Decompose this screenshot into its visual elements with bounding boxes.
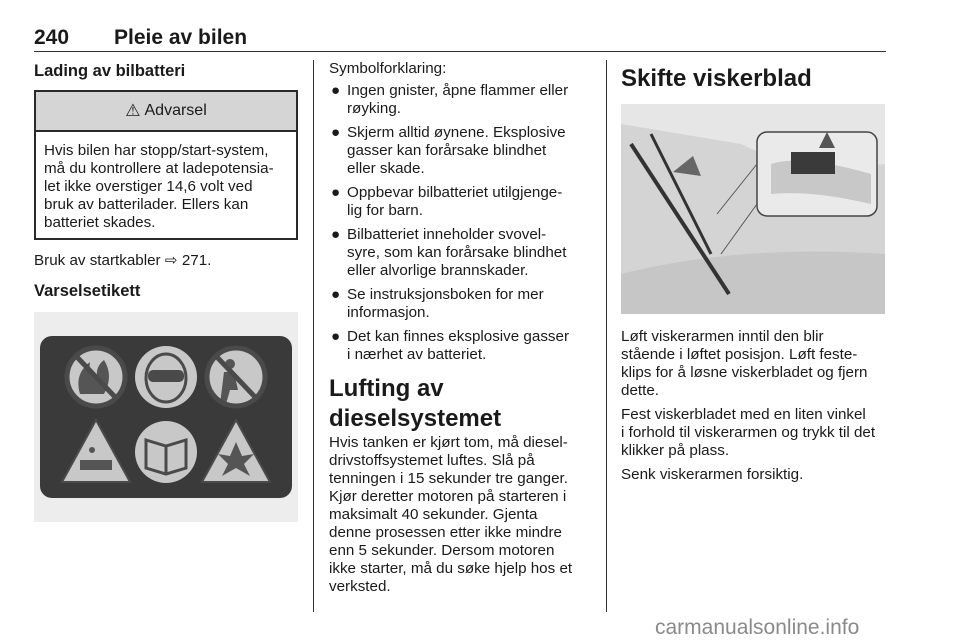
list-item: ● Bilbatteriet inneholder svovel- syre, som kan forårsake blindhet eller alvorlige brannskader. [331,226,567,279]
section-heading-label: Varselsetikett [34,282,141,300]
wiper-blade-image [621,104,885,314]
warning-line: let ikke overstiger 14,6 volt ved [44,178,253,195]
bullet-icon: ● [331,286,341,303]
wiper-paragraph-1: Løft viskerarmen inntil den blir stående i løftet posisjon. Løft feste- klips for å løsne viskerbladet og fjern dette. [621,328,868,399]
column-symbols-diesel [329,60,593,596]
warning-box [34,90,298,240]
section-heading-battery: Lading av bilbatteri [34,62,186,80]
symbol-list [329,82,593,364]
section-heading-diesel: Lufting av dieselsystemet [329,375,502,432]
column-divider-left [313,60,314,612]
list-item: ● Skjerm alltid øynene. Eksplosive gasser kan forårsake blindhet eller skade. [331,124,566,177]
bullet-icon: ● [331,328,341,345]
warning-text [36,132,296,238]
column-divider-right [606,60,607,612]
warning-line: bruk av batterilader. Ellers kan [44,196,249,213]
list-item: ● Oppbevar bilbatteriet utilgjenge- lig for barn. [331,184,563,219]
bullet-icon: ● [331,82,341,99]
page-title: Pleie av bilen [114,26,248,49]
list-item: ● Det kan finnes eksplosive gasser i nærhet av batteriet. [331,328,570,363]
column-wiper-blade [621,60,887,484]
no-flames-icon [65,346,127,408]
warning-line: Hvis bilen har stopp/start-system, [44,142,269,159]
startcable-reference: Bruk av startkabler ⇨ 271. [34,252,212,269]
wiper-paragraph-2: Fest viskerbladet med en liten vinkel i forhold til viskerarmen og trykk til det klikker på plass. [621,406,876,459]
bullet-icon: ● [331,226,341,243]
diesel-paragraph: Hvis tanken er kjørt tom, må diesel- drivstoffsystemet luftes. Slå på tenningen i 15 sekunder tre ganger. Kjør deretter motoren på starteren i maksimalt 40 sekunder. Gjenta denne prosessen etter ikke mindre enn 5 sekunder. Dersom motoren ikke starter, må du søke hjelp hos et verksted. [329,434,573,595]
wiper-paragraph-3: Senk viskerarmen forsiktig. [621,466,804,483]
eye-protection-icon [135,346,197,408]
bullet-icon: ● [331,184,341,201]
column-battery-charging [34,60,298,522]
startcable-link[interactable]: 271. [181,252,212,269]
page-reference-arrow-icon: ⇨ [164,252,178,269]
warning-label-svg [34,312,298,522]
symbol-intro: Symbolforklaring: [329,60,447,77]
warning-line: må du kontrollere at ladepotensia- [44,160,274,177]
watermark: carmanualsonline.info [655,616,860,639]
warning-header [36,92,296,132]
keep-from-children-icon [205,346,267,408]
list-item: ● Ingen gnister, åpne flammer eller røyking. [331,82,569,117]
section-heading-wiper: Skifte viskerblad [621,65,812,92]
bullet-icon: ● [331,124,341,141]
read-manual-icon [135,421,197,483]
warning-line: batteriet skades. [44,214,156,231]
warning-triangle-icon: ⚠ [125,101,141,120]
page-header [34,26,886,52]
page-number: 240 [34,26,70,49]
header-rule [34,51,886,52]
list-item: ● Se instruksjonsboken for mer informasjon. [331,286,544,321]
wiper-illustration-svg [621,104,885,314]
warning-label-image [34,312,298,522]
warning-title: Advarsel [144,102,207,119]
